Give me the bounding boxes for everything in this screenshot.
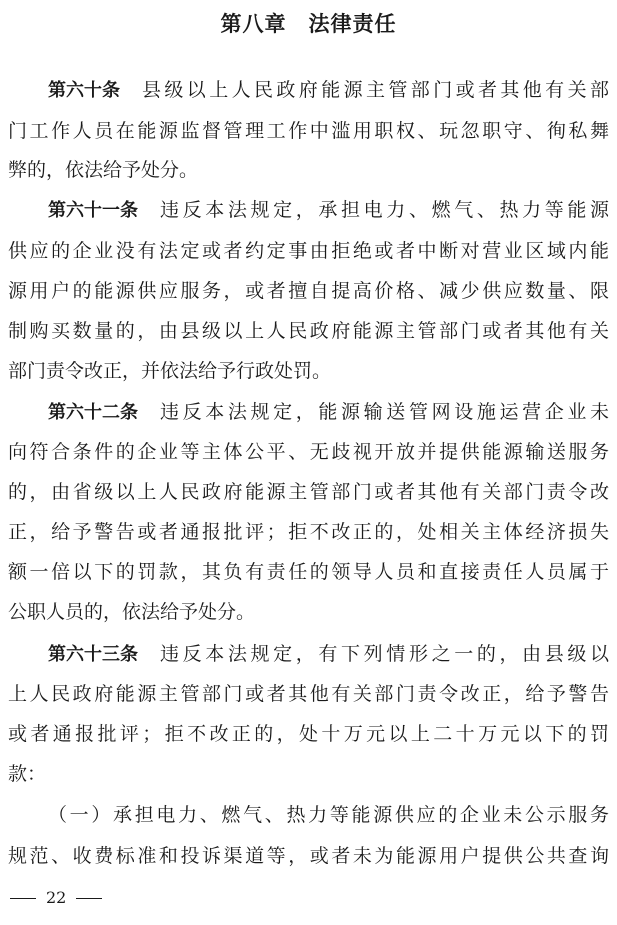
text-line [0, 716, 617, 752]
article-number: 第六十一条 [48, 200, 138, 221]
page-footer [0, 888, 112, 907]
footer-dash-left [10, 898, 36, 899]
line-text: 公职人员的，依法给予处分。 [8, 601, 256, 623]
line-text: 违反本法规定，有下列情形之一的，由县级以 [160, 643, 613, 665]
line-text: 上人民政府能源主管部门或者其他有关部门责令改正，给予警告 [8, 683, 612, 705]
footer-dash-right [76, 898, 102, 899]
line-text: 制购买数量的，由县级以上人民政府能源主管部门或者其他有关 [8, 320, 612, 342]
line-text: 规范、收费标准和投诉渠道等，或者未为能源用户提供公共查询 [8, 845, 612, 867]
text-line [0, 797, 617, 833]
text-line [0, 233, 617, 269]
line-text: 供应的企业没有法定或者约定事由拒绝或者中断对营业区域内能 [8, 240, 612, 262]
text-line [0, 313, 617, 349]
text-line [0, 554, 617, 590]
line-text: 的，由省级以上人民政府能源主管部门或者其他有关部门责令改 [8, 481, 612, 503]
text-line [0, 152, 617, 188]
line-text: 正，给予警告或者通报批评；拒不改正的，处相关主体经济损失 [8, 521, 612, 543]
chapter-number: 第八章 [220, 12, 287, 36]
line-text: 县级以上人民政府能源主管部门或者其他有关部 [142, 79, 613, 101]
text-line [0, 838, 617, 874]
line-text: 或者通报批评；拒不改正的，处十万元以上二十万元以下的罚 [8, 723, 613, 745]
text-line [0, 394, 617, 430]
line-text: 向符合条件的企业等主体公平、无歧视开放并提供能源输送服务 [8, 441, 612, 463]
text-line [0, 72, 617, 108]
text-line [0, 434, 617, 470]
text-line [0, 474, 617, 510]
text-line [0, 636, 617, 672]
text-line [0, 756, 617, 792]
line-text: 部门责令改正，并依法给予行政处罚。 [8, 360, 332, 382]
text-line [0, 192, 617, 228]
chapter-title [0, 8, 617, 38]
text-line [0, 113, 617, 149]
text-line [0, 676, 617, 712]
chapter-name: 法律责任 [308, 12, 397, 36]
text-line [0, 514, 617, 550]
text-line [0, 594, 617, 630]
text-line [0, 273, 617, 309]
line-text: 额一倍以下的罚款，其负有责任的领导人员和直接责任人员属于 [8, 561, 612, 583]
page-number: 22 [46, 888, 67, 907]
article-number: 第六十二条 [48, 402, 138, 423]
line-text: 弊的，依法给予处分。 [8, 159, 199, 181]
text-line [0, 353, 617, 389]
line-text: 违反本法规定，承担电力、燃气、热力等能源 [160, 199, 613, 221]
line-text: 款： [8, 763, 47, 785]
line-text: 源用户的能源供应服务，或者擅自提高价格、减少供应数量、限 [8, 280, 612, 302]
article-number: 第六十三条 [48, 644, 138, 665]
line-text: 门工作人员在能源监督管理工作中滥用职权、玩忽职守、徇私舞 [8, 120, 612, 142]
line-text: （一）承担电力、燃气、热力等能源供应的企业未公示服务 [48, 804, 612, 826]
line-text: 违反本法规定，能源输送管网设施运营企业未 [160, 401, 613, 423]
article-number: 第六十条 [48, 80, 120, 101]
